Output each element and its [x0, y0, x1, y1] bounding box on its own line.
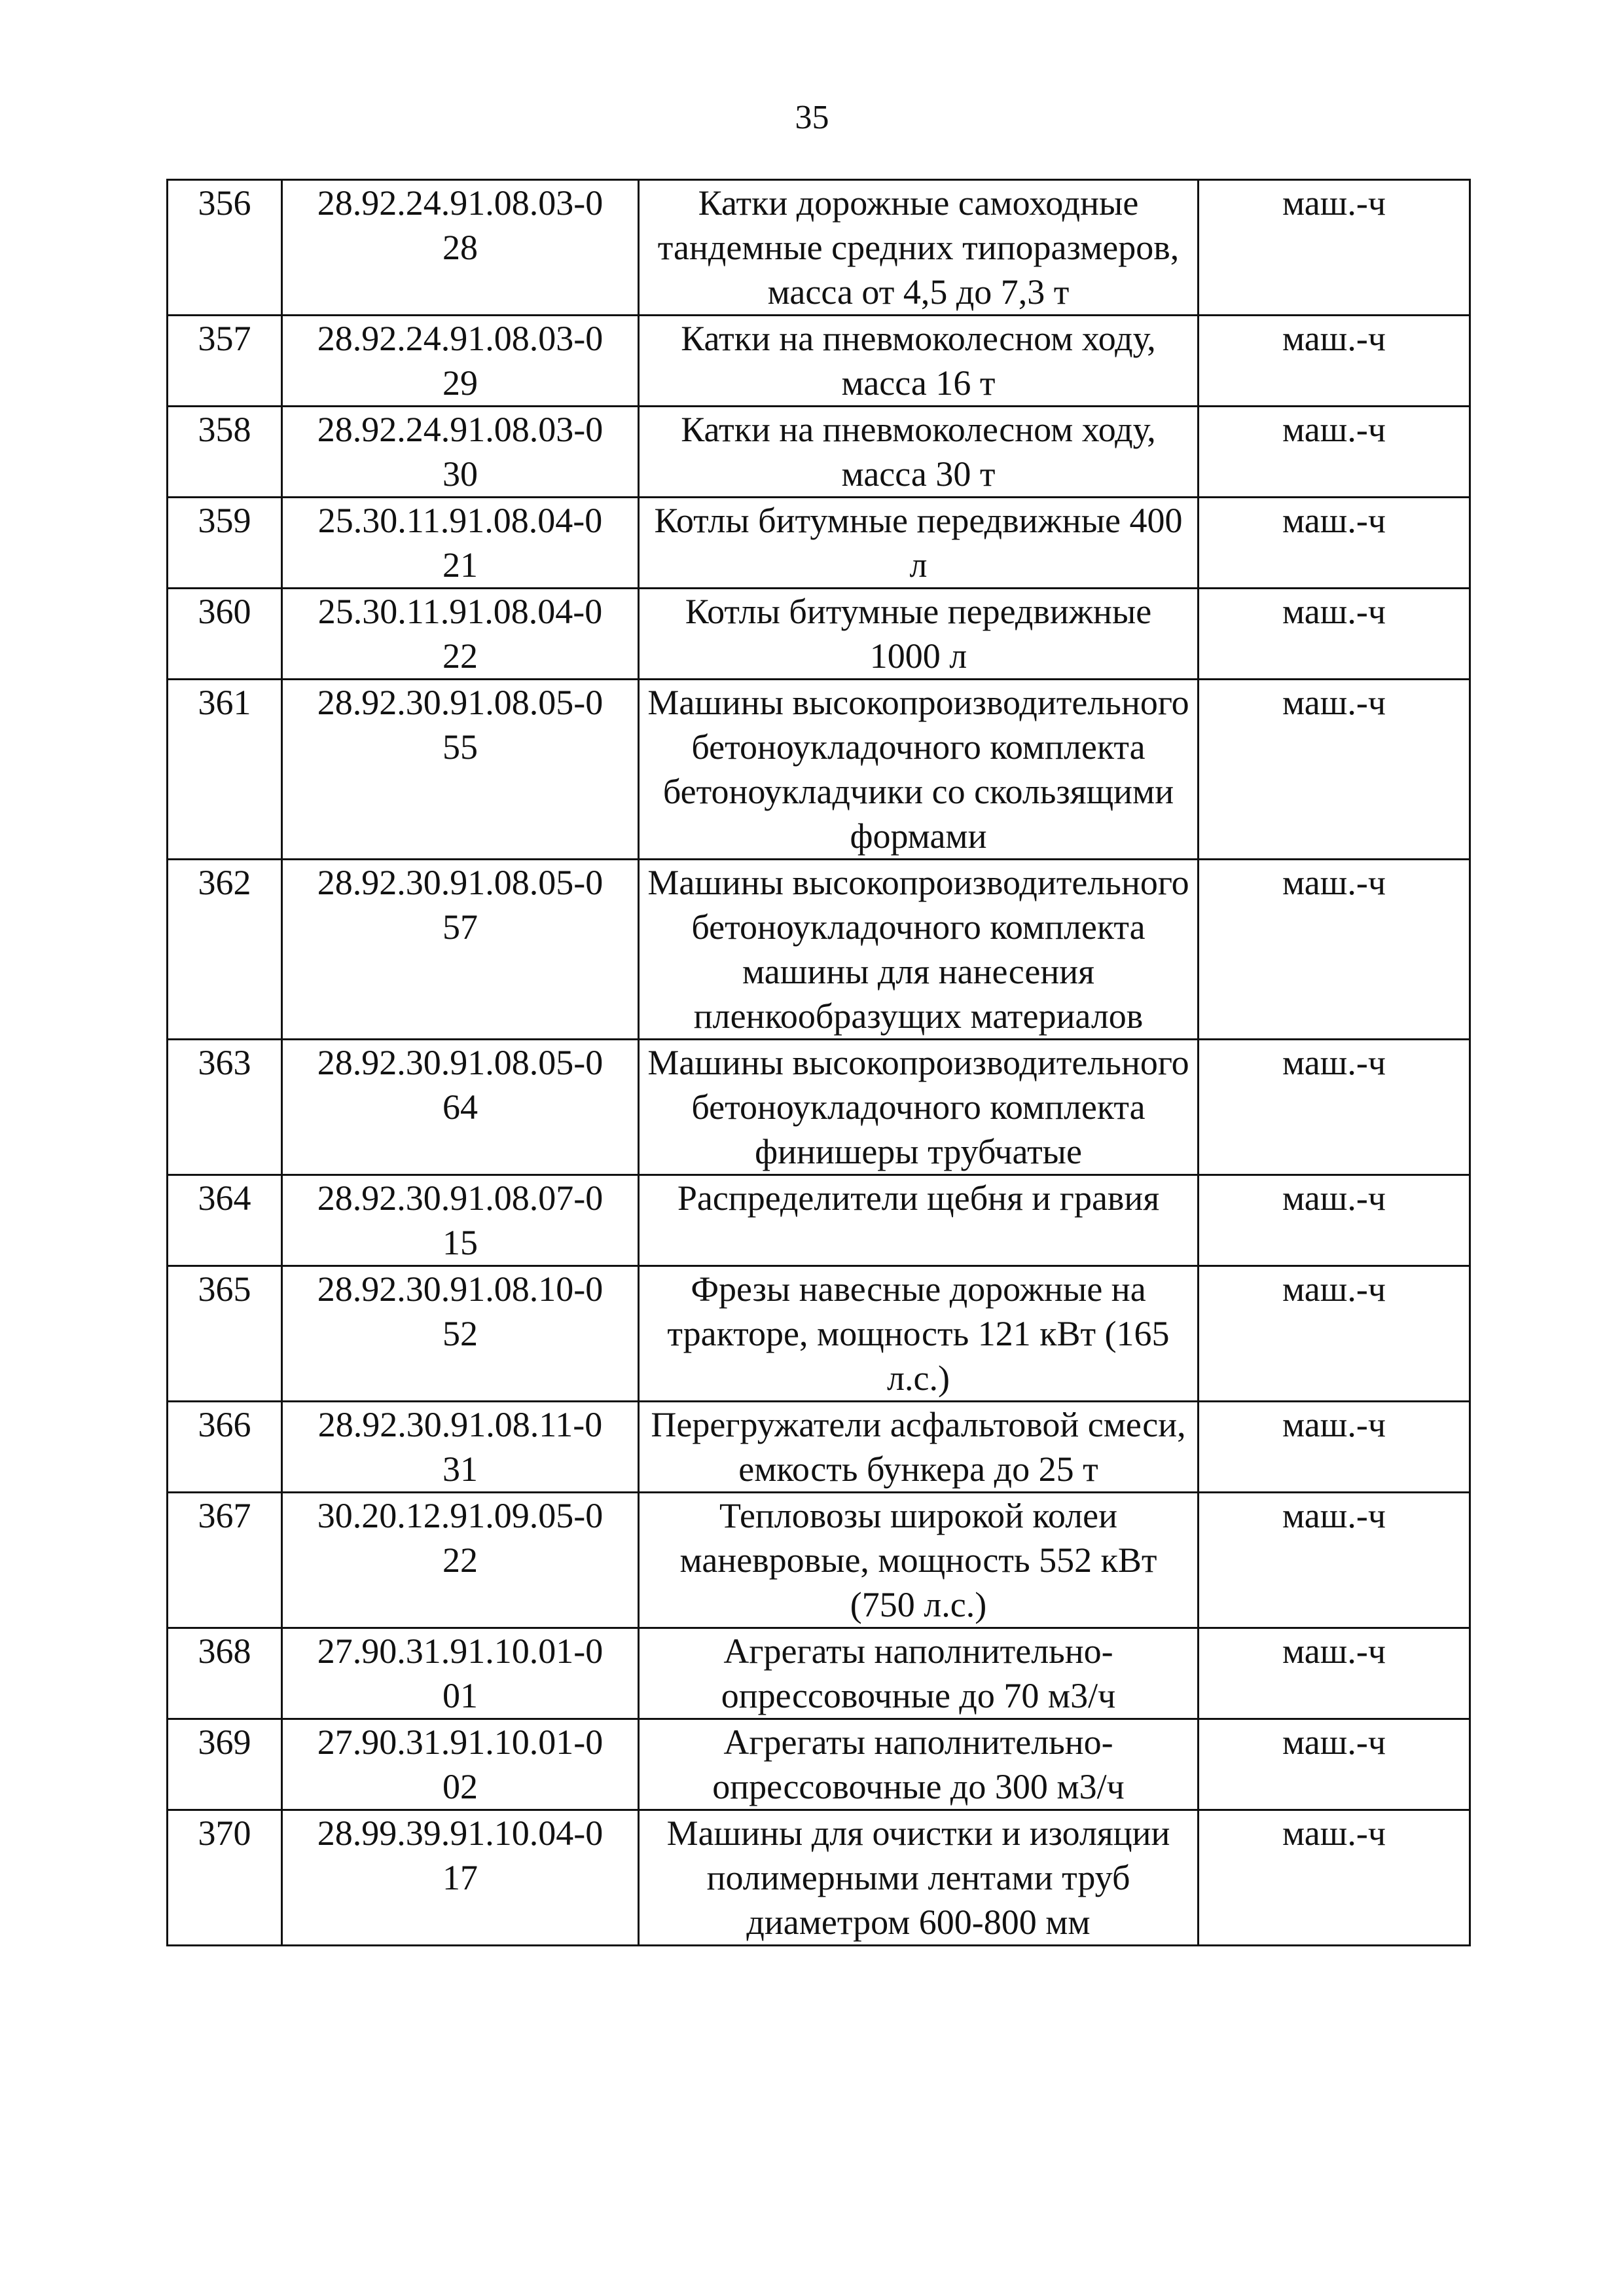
- table-row: [168, 680, 1470, 860]
- resource-code: 28.92.24.91.08.03-028: [317, 183, 604, 267]
- row-number: 365: [168, 1266, 282, 1402]
- resource-name: Катки на пневмоколесном ходу, масса 30 т: [639, 407, 1199, 498]
- row-number: 362: [168, 860, 282, 1040]
- row-number: 357: [168, 316, 282, 407]
- resource-name: Машины высокопроизводительного бетоноукладочного комплекта бетоноукладчики со скользящими формами: [639, 680, 1199, 860]
- resource-name: Агрегаты наполнительно-опрессовочные до 70 м3/ч: [639, 1628, 1199, 1719]
- table-row: [168, 1493, 1470, 1628]
- resource-name: Катки дорожные самоходные тандемные средних типоразмеров, масса от 4,5 до 7,3 т: [639, 180, 1199, 316]
- resource-name: Агрегаты наполнительно-опрессовочные до 300 м3/ч: [639, 1719, 1199, 1810]
- resource-code: 25.30.11.91.08.04-021: [317, 501, 603, 585]
- unit-of-measure: маш.-ч: [1199, 1266, 1470, 1402]
- resource-name: Тепловозы широкой колеи маневровые, мощность 552 кВт (750 л.с.): [639, 1493, 1199, 1628]
- table-row: [168, 1402, 1470, 1493]
- resource-name: Котлы битумные передвижные 1000 л: [639, 589, 1199, 680]
- resource-code: 30.20.12.91.09.05-022: [317, 1496, 604, 1580]
- table-row: [168, 1175, 1470, 1266]
- table-row: [168, 316, 1470, 407]
- resource-name: Распределители щебня и гравия: [639, 1175, 1199, 1266]
- resource-code: 28.92.30.91.08.10-052: [317, 1269, 604, 1353]
- machines-table: [166, 179, 1471, 1946]
- row-number: 359: [168, 498, 282, 589]
- table-row: [168, 1040, 1470, 1175]
- row-number: 367: [168, 1493, 282, 1628]
- row-number: 356: [168, 180, 282, 316]
- row-number: 364: [168, 1175, 282, 1266]
- resource-name: Машины для очистки и изоляции полимерными лентами труб диаметром 600-800 мм: [639, 1810, 1199, 1946]
- unit-of-measure: маш.-ч: [1199, 1628, 1470, 1719]
- resource-code: 28.99.39.91.10.04-017: [317, 1813, 604, 1897]
- row-number: 358: [168, 407, 282, 498]
- unit-of-measure: маш.-ч: [1199, 498, 1470, 589]
- resource-name: Котлы битумные передвижные 400 л: [639, 498, 1199, 589]
- table-row: [168, 860, 1470, 1040]
- row-number: 363: [168, 1040, 282, 1175]
- resource-code: 27.90.31.91.10.01-001: [317, 1631, 604, 1715]
- resource-code: 28.92.30.91.08.05-055: [317, 683, 604, 767]
- unit-of-measure: маш.-ч: [1199, 680, 1470, 860]
- resource-code: 28.92.30.91.08.07-015: [317, 1178, 604, 1262]
- resource-name: Машины высокопроизводительного бетоноукладочного комплекта машины для нанесения пленкообразущих материалов: [639, 860, 1199, 1040]
- unit-of-measure: маш.-ч: [1199, 589, 1470, 680]
- resource-name: Перегружатели асфальтовой смеси, емкость бункера до 25 т: [639, 1402, 1199, 1493]
- row-number: 361: [168, 680, 282, 860]
- resource-code: 28.92.30.91.08.05-064: [317, 1043, 604, 1127]
- table-row: [168, 589, 1470, 680]
- resource-code: 28.92.30.91.08.11-031: [317, 1405, 603, 1489]
- table-row: [168, 498, 1470, 589]
- resource-code: 28.92.24.91.08.03-030: [317, 410, 604, 494]
- unit-of-measure: маш.-ч: [1199, 180, 1470, 316]
- unit-of-measure: маш.-ч: [1199, 316, 1470, 407]
- table-row: [168, 1628, 1470, 1719]
- unit-of-measure: маш.-ч: [1199, 1810, 1470, 1946]
- row-number: 370: [168, 1810, 282, 1946]
- unit-of-measure: маш.-ч: [1199, 860, 1470, 1040]
- table-row: [168, 180, 1470, 316]
- unit-of-measure: маш.-ч: [1199, 1493, 1470, 1628]
- resource-code: 25.30.11.91.08.04-022: [317, 592, 603, 676]
- unit-of-measure: маш.-ч: [1199, 407, 1470, 498]
- row-number: 369: [168, 1719, 282, 1810]
- row-number: 368: [168, 1628, 282, 1719]
- resource-code: 28.92.24.91.08.03-029: [317, 319, 604, 403]
- table-row: [168, 407, 1470, 498]
- resource-name: Машины высокопроизводительного бетоноукладочного комплекта финишеры трубчатые: [639, 1040, 1199, 1175]
- unit-of-measure: маш.-ч: [1199, 1175, 1470, 1266]
- resource-code: 28.92.30.91.08.05-057: [317, 863, 604, 947]
- table-row: [168, 1810, 1470, 1946]
- row-number: 360: [168, 589, 282, 680]
- resource-name: Фрезы навесные дорожные на тракторе, мощность 121 кВт (165 л.с.): [639, 1266, 1199, 1402]
- page-number: 35: [795, 99, 829, 136]
- unit-of-measure: маш.-ч: [1199, 1040, 1470, 1175]
- resource-name: Катки на пневмоколесном ходу, масса 16 т: [639, 316, 1199, 407]
- row-number: 366: [168, 1402, 282, 1493]
- table-row: [168, 1719, 1470, 1810]
- resource-code: 27.90.31.91.10.01-002: [317, 1722, 604, 1806]
- unit-of-measure: маш.-ч: [1199, 1402, 1470, 1493]
- unit-of-measure: маш.-ч: [1199, 1719, 1470, 1810]
- table-row: [168, 1266, 1470, 1402]
